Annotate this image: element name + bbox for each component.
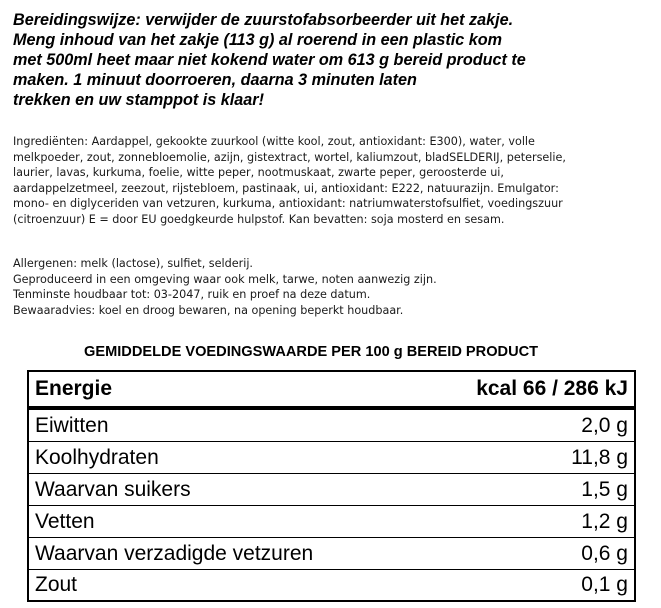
ingredients-line: Ingrediënten: Aardappel, gekookte zuurkool (witte kool, zout, antioxidant: E300), water, volle: [13, 135, 535, 148]
nutrition-label: Waarvan suikers: [35, 477, 191, 501]
nutrition-row: [29, 538, 634, 570]
nutrition-value: 11,8 g: [571, 445, 628, 469]
nutrition-row: [29, 570, 634, 600]
ingredients-line: laurier, lavas, kurkuma, foelie, witte peper, nootmuskaat, zwarte peper, geroosterde ui,: [13, 166, 504, 180]
nutrition-label: Vetten: [35, 509, 95, 533]
nutrition-table-title: GEMIDDELDE VOEDINGSWAARDE PER 100 g BEREID PRODUCT: [84, 344, 539, 360]
ingredients-list: [13, 134, 653, 228]
nutrition-label: Zout: [35, 573, 78, 596]
nutrition-table: [27, 370, 636, 602]
nutrition-label: Waarvan verzadigde vetzuren: [35, 541, 314, 565]
preparation-line: met 500ml heet maar niet kokend water om 613 g bereid product te: [13, 51, 526, 69]
production-environment-text: Geproduceerd in een omgeving waar ook melk, tarwe, noten aanwezig zijn.: [13, 272, 437, 286]
preparation-line: trekken en uw stamppot is klaar!: [13, 91, 264, 109]
allergens-text: Allergenen: melk (lactose), sulfiet, selderij.: [13, 257, 253, 270]
nutrition-row: [29, 506, 634, 538]
product-info: [13, 256, 653, 318]
nutrition-label: Energie: [35, 377, 113, 400]
nutrition-value: 1,2 g: [581, 509, 628, 533]
nutrition-row: [29, 474, 634, 506]
nutrition-value: 2,0 g: [581, 413, 628, 437]
best-before-text: Tenminste houdbaar tot: 03-2047, ruik en proef na deze datum.: [13, 288, 371, 302]
preparation-line: Meng inhoud van het zakje (113 g) al roerend in een plastic kom: [13, 31, 503, 49]
ingredients-line: (citroenzuur) E = door EU goedgkeurde hulpstof. Kan bevatten: soja mosterd en sesam.: [13, 212, 505, 226]
ingredients-line: melkpoeder, zout, zonnebloemolie, azijn, gistextract, wortel, kaliumzout, bladSELDERIJ, peterselie,: [13, 150, 566, 164]
nutrition-value: 0,6 g: [581, 541, 628, 565]
preparation-line: Bereidingswijze: verwijder de zuurstofabsorbeerder uit het zakje.: [13, 11, 514, 29]
nutrition-value: kcal 66 / 286 kJ: [476, 377, 628, 400]
nutrition-label: Eiwitten: [35, 413, 109, 437]
nutrition-row-energy: [29, 372, 634, 410]
storage-advice-text: Bewaaradvies: koel en droog bewaren, na opening beperkt houdbaar.: [13, 303, 404, 317]
nutrition-row: [29, 442, 634, 474]
nutrition-label: Koolhydraten: [35, 445, 159, 469]
ingredients-line: aardappelzetmeel, zeezout, rijstebloem, pastinaak, ui, antioxidant: E222, natuurazijn. Emulgator:: [13, 181, 559, 195]
ingredients-line: mono- en diglyceriden van vetzuren, kurkuma, antioxidant: natriumwaterstofsulfiet, voedingszuur: [13, 197, 563, 211]
preparation-instructions: [13, 10, 653, 110]
nutrition-row: [29, 410, 634, 442]
nutrition-value: 0,1 g: [581, 573, 628, 596]
nutrition-value: 1,5 g: [581, 477, 628, 501]
preparation-line: maken. 1 minuut doorroeren, daarna 3 minuten laten: [13, 71, 417, 89]
